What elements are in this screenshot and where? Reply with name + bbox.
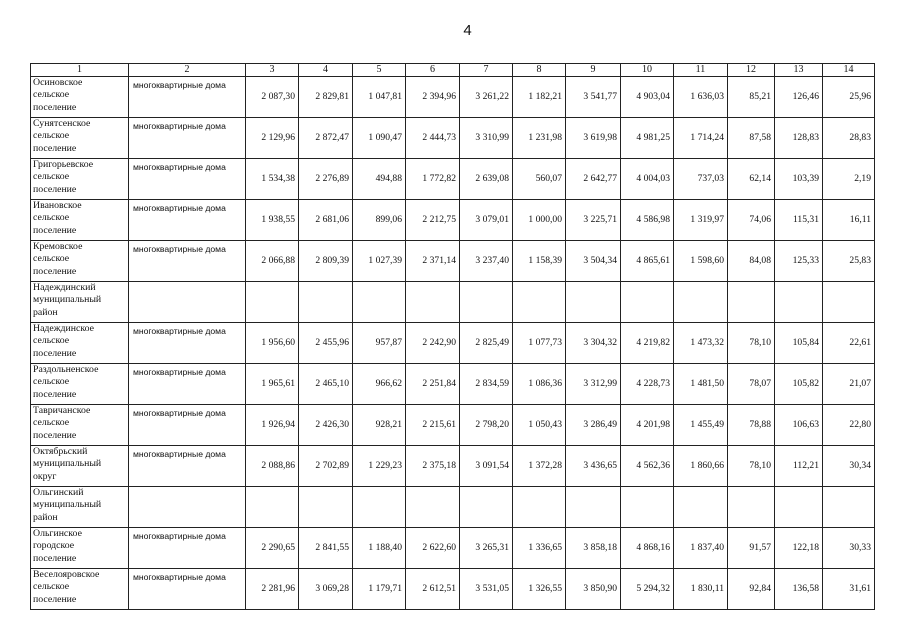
value-cell-col-6: 2 251,84 — [406, 364, 460, 405]
value-cell-col-12: 74,06 — [728, 200, 775, 241]
value-cell-col-8 — [513, 282, 566, 323]
value-cell-col-11: 1 319,97 — [674, 200, 728, 241]
value-cell-col-5: 1 229,23 — [353, 446, 406, 487]
value-cell-col-8: 1 182,21 — [513, 77, 566, 118]
territory-name-line: Ольгинский — [33, 487, 84, 498]
column-header-9: 9 — [566, 64, 621, 77]
value-cell-col-13 — [775, 487, 823, 528]
value-cell-col-12: 85,21 — [728, 77, 775, 118]
value-cell-col-14: 16,11 — [823, 200, 875, 241]
territory-name-line: городское — [33, 540, 75, 552]
territory-name-line: поселение — [33, 142, 77, 154]
value-cell-col-6 — [406, 282, 460, 323]
value-cell-col-13: 105,82 — [775, 364, 823, 405]
table-body — [31, 64, 875, 610]
value-cell-col-8: 1 000,00 — [513, 200, 566, 241]
territory-name-line: район — [33, 306, 58, 318]
value-cell-col-4: 2 465,10 — [299, 364, 353, 405]
value-cell-col-13: 122,18 — [775, 528, 823, 569]
value-cell-col-12: 78,07 — [728, 364, 775, 405]
value-cell-col-6: 2 242,90 — [406, 323, 460, 364]
column-header-4: 4 — [299, 64, 353, 77]
territory-name-cell — [31, 323, 129, 364]
territory-name-line: муниципальный — [33, 499, 102, 511]
territory-name-line: муниципальный — [33, 294, 102, 306]
value-cell-col-14: 31,61 — [823, 569, 875, 610]
value-cell-col-8: 1 050,43 — [513, 405, 566, 446]
value-cell-col-7 — [460, 487, 513, 528]
territory-name-line: поселение — [33, 101, 77, 113]
value-cell-col-14: 28,83 — [823, 118, 875, 159]
value-cell-col-14: 21,07 — [823, 364, 875, 405]
territory-name-line: Раздольненское — [33, 364, 99, 375]
housing-type-cell — [129, 487, 246, 528]
value-cell-col-10: 4 868,16 — [621, 528, 674, 569]
value-cell-col-3 — [246, 487, 299, 528]
value-cell-col-6: 2 394,96 — [406, 77, 460, 118]
territory-name-line: сельское — [33, 171, 70, 183]
value-cell-col-12: 91,57 — [728, 528, 775, 569]
value-cell-col-4: 2 829,81 — [299, 77, 353, 118]
territory-name-cell — [31, 159, 129, 200]
column-header-5: 5 — [353, 64, 406, 77]
territory-name-line: Надеждинский — [33, 282, 96, 293]
value-cell-col-10: 4 228,73 — [621, 364, 674, 405]
territory-name-cell — [31, 487, 129, 528]
value-cell-col-12: 78,10 — [728, 323, 775, 364]
territory-name-line: Ивановское — [33, 200, 82, 211]
territory-name-cell — [31, 446, 129, 487]
table-row — [31, 487, 875, 528]
housing-type-cell: многоквартирные дома — [129, 528, 246, 569]
value-cell-col-3: 2 129,96 — [246, 118, 299, 159]
column-header-10: 10 — [621, 64, 674, 77]
territory-name-line: сельское — [33, 376, 70, 388]
value-cell-col-6: 2 444,73 — [406, 118, 460, 159]
value-cell-col-3: 2 088,86 — [246, 446, 299, 487]
value-cell-col-9: 3 858,18 — [566, 528, 621, 569]
value-cell-col-7: 2 798,20 — [460, 405, 513, 446]
value-cell-col-11: 1 837,40 — [674, 528, 728, 569]
value-cell-col-9: 3 304,32 — [566, 323, 621, 364]
column-header-7: 7 — [460, 64, 513, 77]
value-cell-col-8: 1 231,98 — [513, 118, 566, 159]
table-row — [31, 405, 875, 446]
value-cell-col-6: 2 371,14 — [406, 241, 460, 282]
value-cell-col-4: 2 841,55 — [299, 528, 353, 569]
housing-type-cell: многоквартирные дома — [129, 159, 246, 200]
value-cell-col-14 — [823, 487, 875, 528]
value-cell-col-3: 2 281,96 — [246, 569, 299, 610]
territory-name-cell — [31, 364, 129, 405]
value-cell-col-12: 78,88 — [728, 405, 775, 446]
value-cell-col-13: 128,83 — [775, 118, 823, 159]
value-cell-col-13: 115,31 — [775, 200, 823, 241]
value-cell-col-8: 560,07 — [513, 159, 566, 200]
value-cell-col-7: 3 265,31 — [460, 528, 513, 569]
table-row — [31, 159, 875, 200]
value-cell-col-14: 25,83 — [823, 241, 875, 282]
value-cell-col-7: 2 639,08 — [460, 159, 513, 200]
value-cell-col-13: 105,84 — [775, 323, 823, 364]
value-cell-col-5: 966,62 — [353, 364, 406, 405]
territory-name-cell — [31, 241, 129, 282]
territory-name-line: сельское — [33, 212, 70, 224]
value-cell-col-3: 1 965,61 — [246, 364, 299, 405]
value-cell-col-7: 3 091,54 — [460, 446, 513, 487]
housing-type-cell — [129, 282, 246, 323]
value-cell-col-9: 3 541,77 — [566, 77, 621, 118]
value-cell-col-4: 2 681,06 — [299, 200, 353, 241]
value-cell-col-6 — [406, 487, 460, 528]
territory-name-cell — [31, 282, 129, 323]
column-header-13: 13 — [775, 64, 823, 77]
value-cell-col-5: 1 027,39 — [353, 241, 406, 282]
value-cell-col-4 — [299, 487, 353, 528]
value-cell-col-7: 2 825,49 — [460, 323, 513, 364]
territory-name-line: поселение — [33, 224, 77, 236]
value-cell-col-4: 2 809,39 — [299, 241, 353, 282]
column-header-8: 8 — [513, 64, 566, 77]
value-cell-col-5: 957,87 — [353, 323, 406, 364]
value-cell-col-3: 2 087,30 — [246, 77, 299, 118]
value-cell-col-11: 1 481,50 — [674, 364, 728, 405]
value-cell-col-10: 4 865,61 — [621, 241, 674, 282]
value-cell-col-4: 2 426,30 — [299, 405, 353, 446]
value-cell-col-12 — [728, 282, 775, 323]
value-cell-col-3: 1 926,94 — [246, 405, 299, 446]
table-row — [31, 282, 875, 323]
value-cell-col-8: 1 326,55 — [513, 569, 566, 610]
value-cell-col-7: 3 531,05 — [460, 569, 513, 610]
territory-name-line: Ольгинское — [33, 528, 82, 539]
territory-name-cell — [31, 77, 129, 118]
value-cell-col-8: 1 158,39 — [513, 241, 566, 282]
value-cell-col-9: 3 286,49 — [566, 405, 621, 446]
table-row — [31, 528, 875, 569]
territory-name-line: сельское — [33, 335, 70, 347]
value-cell-col-6: 2 215,61 — [406, 405, 460, 446]
territory-name-line: поселение — [33, 429, 77, 441]
value-cell-col-14 — [823, 282, 875, 323]
value-cell-col-4: 2 455,96 — [299, 323, 353, 364]
value-cell-col-10 — [621, 282, 674, 323]
value-cell-col-5: 1 090,47 — [353, 118, 406, 159]
value-cell-col-7: 3 261,22 — [460, 77, 513, 118]
value-cell-col-6: 2 375,18 — [406, 446, 460, 487]
value-cell-col-7 — [460, 282, 513, 323]
territory-name-line: поселение — [33, 347, 77, 359]
value-cell-col-5 — [353, 282, 406, 323]
value-cell-col-5: 928,21 — [353, 405, 406, 446]
housing-type-cell: многоквартирные дома — [129, 405, 246, 446]
value-cell-col-6: 2 612,51 — [406, 569, 460, 610]
territory-name-cell — [31, 200, 129, 241]
table-row — [31, 241, 875, 282]
territory-name-line: район — [33, 511, 58, 523]
tariff-table — [30, 63, 875, 610]
territory-name-line: Веселояровское — [33, 569, 100, 580]
table-row — [31, 118, 875, 159]
value-cell-col-3: 1 534,38 — [246, 159, 299, 200]
value-cell-col-10: 4 981,25 — [621, 118, 674, 159]
value-cell-col-10: 4 903,04 — [621, 77, 674, 118]
value-cell-col-7: 3 079,01 — [460, 200, 513, 241]
value-cell-col-4: 2 276,89 — [299, 159, 353, 200]
value-cell-col-13: 103,39 — [775, 159, 823, 200]
value-cell-col-14: 30,34 — [823, 446, 875, 487]
value-cell-col-7: 3 237,40 — [460, 241, 513, 282]
column-header-14: 14 — [823, 64, 875, 77]
value-cell-col-7: 3 310,99 — [460, 118, 513, 159]
value-cell-col-8: 1 336,65 — [513, 528, 566, 569]
value-cell-col-14: 30,33 — [823, 528, 875, 569]
territory-name-line: поселение — [33, 593, 77, 605]
housing-type-cell: многоквартирные дома — [129, 77, 246, 118]
value-cell-col-10: 5 294,32 — [621, 569, 674, 610]
territory-name-line: сельское — [33, 253, 70, 265]
column-header-12: 12 — [728, 64, 775, 77]
value-cell-col-12: 92,84 — [728, 569, 775, 610]
housing-type-cell: многоквартирные дома — [129, 446, 246, 487]
value-cell-col-10 — [621, 487, 674, 528]
column-header-1: 1 — [31, 64, 129, 77]
value-cell-col-11 — [674, 487, 728, 528]
territory-name-cell — [31, 528, 129, 569]
value-cell-col-6: 2 212,75 — [406, 200, 460, 241]
value-cell-col-5: 494,88 — [353, 159, 406, 200]
territory-name-line: сельское — [33, 581, 70, 593]
territory-name-line: Григорьевское — [33, 159, 94, 170]
housing-type-cell: многоквартирные дома — [129, 241, 246, 282]
value-cell-col-10: 4 004,03 — [621, 159, 674, 200]
table-row — [31, 446, 875, 487]
territory-name-line: Осиновское — [33, 77, 83, 88]
housing-type-cell: многоквартирные дома — [129, 569, 246, 610]
value-cell-col-8: 1 372,28 — [513, 446, 566, 487]
value-cell-col-9: 3 619,98 — [566, 118, 621, 159]
housing-type-cell: многоквартирные дома — [129, 118, 246, 159]
value-cell-col-6: 1 772,82 — [406, 159, 460, 200]
territory-name-cell — [31, 405, 129, 446]
value-cell-col-9: 3 850,90 — [566, 569, 621, 610]
column-header-3: 3 — [246, 64, 299, 77]
value-cell-col-11: 1 598,60 — [674, 241, 728, 282]
value-cell-col-13: 125,33 — [775, 241, 823, 282]
value-cell-col-5: 1 047,81 — [353, 77, 406, 118]
value-cell-col-11: 1 860,66 — [674, 446, 728, 487]
territory-name-line: поселение — [33, 552, 77, 564]
territory-name-line: поселение — [33, 265, 77, 277]
value-cell-col-11 — [674, 282, 728, 323]
value-cell-col-14: 22,61 — [823, 323, 875, 364]
value-cell-col-9: 3 436,65 — [566, 446, 621, 487]
territory-name-cell — [31, 118, 129, 159]
value-cell-col-6: 2 622,60 — [406, 528, 460, 569]
table-row — [31, 569, 875, 610]
value-cell-col-12: 87,58 — [728, 118, 775, 159]
territory-name-line: сельское — [33, 130, 70, 142]
page-number: 4 — [463, 22, 472, 39]
value-cell-col-9: 3 312,99 — [566, 364, 621, 405]
value-cell-col-9: 3 504,34 — [566, 241, 621, 282]
value-cell-col-10: 4 562,36 — [621, 446, 674, 487]
value-cell-col-5: 1 179,71 — [353, 569, 406, 610]
value-cell-col-12: 78,10 — [728, 446, 775, 487]
value-cell-col-8 — [513, 487, 566, 528]
value-cell-col-4: 3 069,28 — [299, 569, 353, 610]
table-row — [31, 77, 875, 118]
territory-name-line: Надеждинское — [33, 323, 94, 334]
column-header-11: 11 — [674, 64, 728, 77]
value-cell-col-8: 1 077,73 — [513, 323, 566, 364]
value-cell-col-9: 2 642,77 — [566, 159, 621, 200]
value-cell-col-4: 2 702,89 — [299, 446, 353, 487]
territory-name-line: Кремовское — [33, 241, 83, 252]
value-cell-col-13: 126,46 — [775, 77, 823, 118]
housing-type-cell: многоквартирные дома — [129, 364, 246, 405]
table-row — [31, 200, 875, 241]
value-cell-col-5 — [353, 487, 406, 528]
header-row — [31, 64, 875, 77]
table-row — [31, 323, 875, 364]
territory-name-cell — [31, 569, 129, 610]
column-header-6: 6 — [406, 64, 460, 77]
value-cell-col-11: 1 830,11 — [674, 569, 728, 610]
territory-name-line: Сунятсенское — [33, 118, 91, 129]
value-cell-col-13 — [775, 282, 823, 323]
value-cell-col-14: 22,80 — [823, 405, 875, 446]
value-cell-col-14: 25,96 — [823, 77, 875, 118]
value-cell-col-11: 1 714,24 — [674, 118, 728, 159]
value-cell-col-3: 2 066,88 — [246, 241, 299, 282]
value-cell-col-13: 136,58 — [775, 569, 823, 610]
value-cell-col-13: 112,21 — [775, 446, 823, 487]
value-cell-col-9: 3 225,71 — [566, 200, 621, 241]
value-cell-col-5: 1 188,40 — [353, 528, 406, 569]
value-cell-col-14: 2,19 — [823, 159, 875, 200]
value-cell-col-12: 62,14 — [728, 159, 775, 200]
housing-type-cell: многоквартирные дома — [129, 200, 246, 241]
value-cell-col-12 — [728, 487, 775, 528]
column-header-2: 2 — [129, 64, 246, 77]
value-cell-col-3: 2 290,65 — [246, 528, 299, 569]
value-cell-col-11: 1 473,32 — [674, 323, 728, 364]
value-cell-col-12: 84,08 — [728, 241, 775, 282]
value-cell-col-3 — [246, 282, 299, 323]
territory-name-line: округ — [33, 470, 57, 482]
value-cell-col-13: 106,63 — [775, 405, 823, 446]
territory-name-line: поселение — [33, 183, 77, 195]
territory-name-line: сельское — [33, 89, 70, 101]
value-cell-col-3: 1 956,60 — [246, 323, 299, 364]
territory-name-line: сельское — [33, 417, 70, 429]
value-cell-col-7: 2 834,59 — [460, 364, 513, 405]
territory-name-line: Тавричанское — [33, 405, 91, 416]
territory-name-line: муниципальный — [33, 458, 102, 470]
value-cell-col-10: 4 586,98 — [621, 200, 674, 241]
value-cell-col-4: 2 872,47 — [299, 118, 353, 159]
value-cell-col-10: 4 201,98 — [621, 405, 674, 446]
value-cell-col-11: 737,03 — [674, 159, 728, 200]
value-cell-col-3: 1 938,55 — [246, 200, 299, 241]
value-cell-col-10: 4 219,82 — [621, 323, 674, 364]
table-row — [31, 364, 875, 405]
value-cell-col-11: 1 636,03 — [674, 77, 728, 118]
value-cell-col-11: 1 455,49 — [674, 405, 728, 446]
value-cell-col-9 — [566, 487, 621, 528]
value-cell-col-8: 1 086,36 — [513, 364, 566, 405]
territory-name-line: Октябрьский — [33, 446, 88, 457]
value-cell-col-9 — [566, 282, 621, 323]
housing-type-cell: многоквартирные дома — [129, 323, 246, 364]
territory-name-line: поселение — [33, 388, 77, 400]
value-cell-col-4 — [299, 282, 353, 323]
value-cell-col-5: 899,06 — [353, 200, 406, 241]
